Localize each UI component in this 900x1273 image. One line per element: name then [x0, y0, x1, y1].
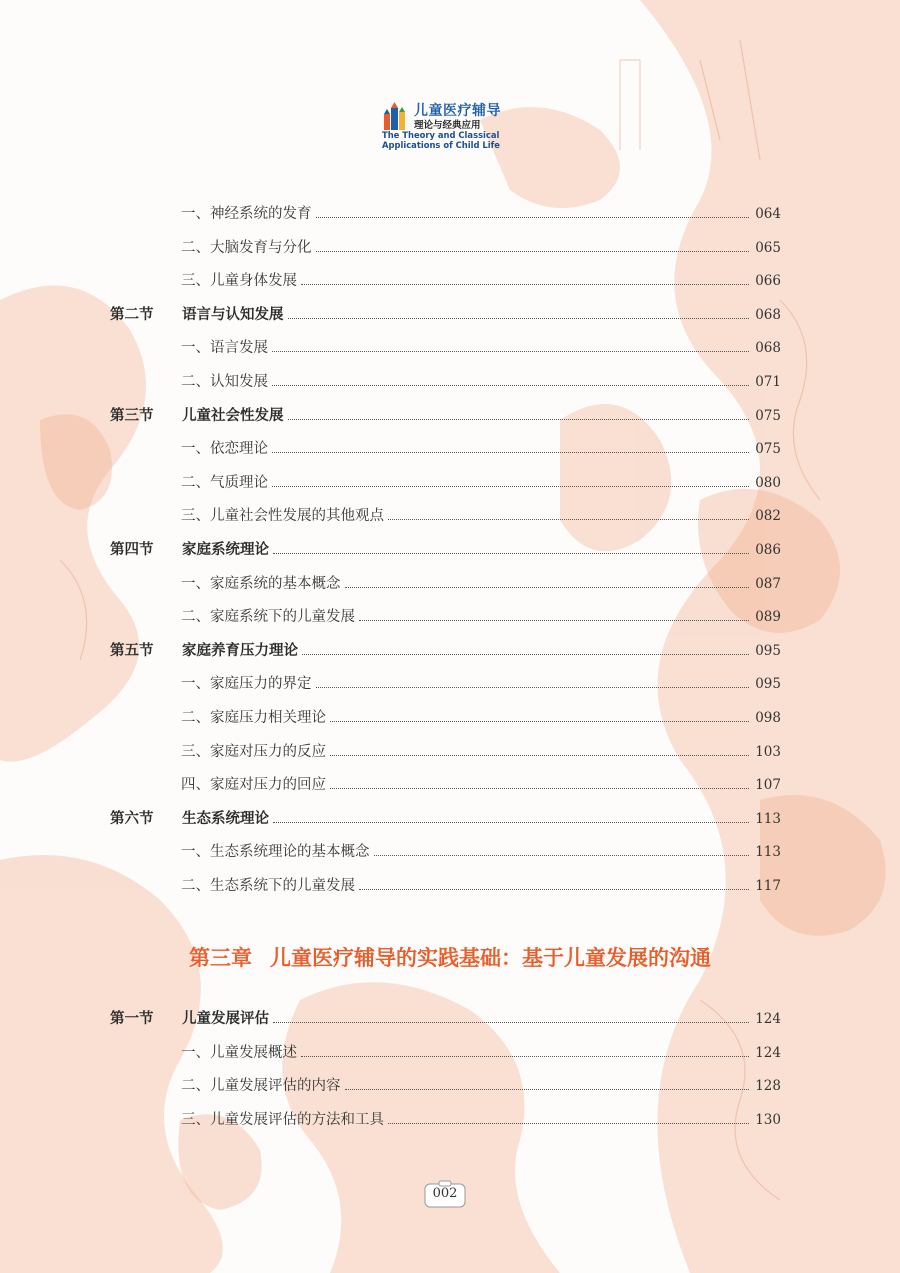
page-number-badge — [424, 1180, 466, 1208]
toc-dot-leader — [330, 755, 749, 756]
toc-entry-label: 三、儿童身体发展 — [181, 273, 297, 290]
page-number: 002 — [432, 1186, 458, 1201]
toc-subsection-entry[interactable] — [181, 338, 781, 358]
toc-entry-label: 一、儿童发展概述 — [181, 1044, 297, 1061]
toc-entry-label: 一、依恋理论 — [181, 441, 268, 458]
toc-dot-leader — [374, 855, 750, 856]
toc-entry-label: 家庭系统理论 — [182, 541, 269, 558]
toc-section-entry[interactable] — [110, 406, 781, 426]
toc-subsection-entry[interactable] — [181, 372, 781, 392]
toc-entry-label: 儿童社会性发展 — [182, 406, 284, 424]
toc-dot-leader — [273, 822, 749, 823]
toc-entry-label: 二、大脑发育与分化 — [181, 239, 312, 256]
toc-page-number: 086 — [755, 542, 781, 558]
toc-dot-leader — [388, 1123, 749, 1124]
toc-entry-label: 语言与认知发展 — [182, 305, 284, 323]
toc-subsection-entry[interactable] — [181, 506, 781, 526]
toc-subsection-entry[interactable] — [181, 271, 781, 291]
toc-page-number: 095 — [755, 676, 781, 693]
toc-dot-leader — [388, 519, 749, 520]
toc-entry-label: 生态系统理论 — [182, 809, 269, 827]
toc-dot-leader — [345, 587, 750, 588]
toc-page-number: 075 — [755, 441, 781, 458]
toc-dot-leader — [272, 351, 749, 352]
toc-subsection-entry[interactable] — [181, 204, 781, 224]
toc-entry-label: 二、家庭压力相关理论 — [181, 710, 326, 726]
toc-section-entry[interactable] — [110, 641, 781, 661]
toc-entry-label: 一、家庭压力的界定 — [181, 676, 312, 693]
toc-subsection-entry[interactable] — [181, 238, 781, 258]
toc-page-number: 082 — [755, 508, 781, 525]
toc-section-number: 第四节 — [110, 541, 154, 558]
chapter-heading — [0, 942, 900, 972]
toc-entry-label: 儿童发展评估 — [182, 1010, 269, 1027]
toc-subsection-entry[interactable] — [181, 775, 781, 795]
chapter-number: 第三章 — [189, 946, 252, 970]
toc-section-number: 第六节 — [110, 809, 154, 827]
toc-subsection-entry[interactable] — [181, 607, 781, 627]
toc-subsection-entry[interactable] — [181, 742, 781, 762]
toc-page-number: 113 — [755, 844, 781, 861]
toc-dot-leader — [316, 217, 750, 218]
logo-english-line-1: The Theory and Classical — [382, 130, 500, 140]
toc-subsection-entry[interactable] — [181, 674, 781, 694]
toc-subsection-entry[interactable] — [181, 842, 781, 862]
toc-dot-leader — [359, 889, 749, 890]
toc-page-number: 064 — [755, 206, 781, 222]
toc-page-number: 113 — [755, 810, 781, 827]
toc-subsection-entry[interactable] — [181, 473, 781, 493]
toc-page-number: 089 — [755, 609, 781, 626]
toc-entry-label: 三、儿童发展评估的方法和工具 — [181, 1111, 384, 1128]
toc-subsection-entry[interactable] — [181, 1043, 781, 1063]
toc-dot-leader — [288, 419, 750, 420]
toc-section-entry[interactable] — [110, 305, 781, 325]
toc-section-entry[interactable] — [110, 1009, 781, 1029]
toc-section-entry[interactable] — [110, 540, 781, 560]
toc-dot-leader — [301, 284, 749, 285]
toc-subsection-entry[interactable] — [181, 439, 781, 459]
toc-dot-leader — [302, 654, 749, 655]
toc-subsection-entry[interactable] — [181, 1076, 781, 1096]
toc-entry-label: 一、生态系统理论的基本概念 — [181, 844, 370, 861]
toc-page-number: 130 — [755, 1111, 781, 1128]
book-logo — [382, 100, 522, 152]
toc-dot-leader — [273, 1022, 749, 1023]
toc-entry-label: 家庭养育压力理论 — [182, 641, 298, 659]
toc-subsection-entry[interactable] — [181, 708, 781, 728]
toc-page-number: 095 — [755, 642, 781, 659]
toc-page-number: 066 — [755, 273, 781, 290]
toc-dot-leader — [359, 620, 749, 621]
toc-entry-label: 二、家庭系统下的儿童发展 — [181, 609, 355, 626]
toc-dot-leader — [272, 385, 749, 386]
toc-entry-label: 二、生态系统下的儿童发展 — [181, 878, 355, 894]
toc-page-number: 071 — [755, 374, 781, 390]
toc-dot-leader — [345, 1089, 750, 1090]
toc-entry-label: 一、语言发展 — [181, 340, 268, 357]
toc-dot-leader — [273, 553, 749, 554]
toc-entry-label: 一、神经系统的发育 — [181, 206, 312, 222]
toc-section-entry[interactable] — [110, 809, 781, 829]
toc-page-number: 128 — [755, 1078, 781, 1095]
logo-title: 儿童医疗辅导 — [414, 103, 501, 119]
toc-page-number: 107 — [755, 777, 781, 794]
logo-english-title — [382, 130, 500, 150]
toc-dot-leader — [330, 721, 749, 722]
toc-page-number: 068 — [755, 340, 781, 357]
toc-section-number: 第二节 — [110, 305, 154, 323]
toc-entry-label: 三、儿童社会性发展的其他观点 — [181, 508, 384, 525]
toc-page-number: 098 — [755, 710, 781, 726]
logo-subtitle: 理论与经典应用 — [414, 120, 481, 131]
toc-entry-label: 二、认知发展 — [181, 374, 268, 390]
chapter-title: 儿童医疗辅导的实践基础：基于儿童发展的沟通 — [270, 946, 711, 970]
toc-dot-leader — [330, 788, 749, 789]
toc-section-number: 第一节 — [110, 1010, 154, 1027]
toc-page-number: 065 — [755, 239, 781, 256]
toc-dot-leader — [316, 687, 750, 688]
toc-subsection-entry[interactable] — [181, 876, 781, 896]
toc-entry-label: 三、家庭对压力的反应 — [181, 743, 326, 760]
toc-page-number: 068 — [755, 306, 781, 323]
toc-dot-leader — [272, 452, 749, 453]
toc-dot-leader — [272, 486, 749, 487]
castle-logo-icon — [382, 102, 408, 132]
toc-dot-leader — [288, 318, 750, 319]
toc-entry-label: 四、家庭对压力的回应 — [181, 777, 326, 794]
toc-section-number: 第五节 — [110, 641, 154, 659]
toc-page-number: 103 — [755, 743, 781, 760]
toc-page-number: 075 — [755, 407, 781, 424]
toc-dot-leader — [301, 1056, 749, 1057]
toc-entry-label: 一、家庭系统的基本概念 — [181, 575, 341, 592]
toc-entry-label: 二、儿童发展评估的内容 — [181, 1078, 341, 1095]
toc-page-number: 124 — [755, 1011, 781, 1027]
toc-page-number: 087 — [755, 575, 781, 592]
toc-entry-label: 二、气质理论 — [181, 474, 268, 491]
toc-subsection-entry[interactable] — [181, 574, 781, 594]
toc-page-number: 117 — [755, 878, 781, 894]
toc-section-number: 第三节 — [110, 406, 154, 424]
toc-page-number: 080 — [755, 474, 781, 491]
toc-subsection-entry[interactable] — [181, 1110, 781, 1130]
toc-page-number: 124 — [755, 1044, 781, 1061]
logo-english-line-2: Applications of Child Life — [382, 140, 500, 150]
toc-dot-leader — [316, 251, 750, 252]
